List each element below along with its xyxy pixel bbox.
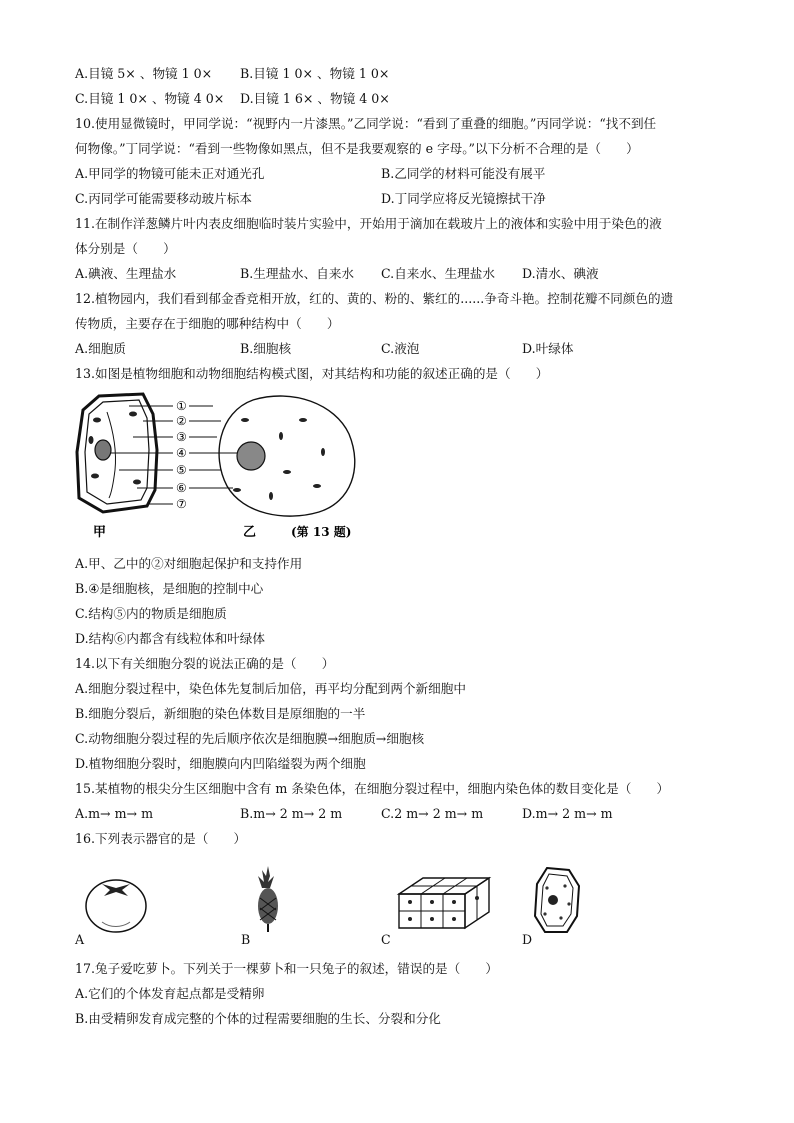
label-4: ④ [176, 446, 187, 460]
label-7: ⑦ [176, 497, 187, 511]
cell-diagram-svg [73, 390, 373, 548]
q9-option-a: A.目镜 5× 、物镜 1 0× [75, 66, 213, 81]
q11-stem-line1: 11.在制作洋葱鳞片叶内表皮细胞临时装片实验中，开始用于滴加在载玻片上的液体和实验中用于染色的液 [75, 216, 662, 231]
q14-stem: 14.以下有关细胞分裂的说法正确的是（ ） [75, 656, 335, 671]
q16-label-d: D [522, 932, 533, 947]
q9-option-d: D.目镜 1 6× 、物镜 4 0× [240, 91, 390, 106]
q16-label-b: B [241, 932, 251, 947]
q16-label-c: C [381, 932, 391, 947]
tomato-icon [82, 872, 150, 934]
label-2: ② [176, 414, 187, 428]
q15-option-a: A.m→ m→ m [75, 806, 154, 821]
q10-option-d: D.丁同学应将反光镜擦拭干净 [381, 191, 546, 206]
tissue-cells-icon [393, 874, 493, 932]
q13-option-c: C.结构⑤内的物质是细胞质 [75, 606, 227, 621]
q13-option-b: B.④是细胞核，是细胞的控制中心 [75, 581, 264, 596]
q14-option-c: C.动物细胞分裂过程的先后顺序依次是细胞膜→细胞质→细胞核 [75, 731, 425, 746]
q15-option-c: C.2 m→ 2 m→ m [381, 806, 484, 821]
q13-option-d: D.结构⑥内都含有线粒体和叶绿体 [75, 631, 265, 646]
q17-option-b: B.由受精卵发育成完整的个体的过程需要细胞的生长、分裂和分化 [75, 1011, 441, 1026]
animal-cell-diagram [219, 396, 355, 516]
q12-option-d: D.叶绿体 [522, 341, 574, 356]
figure-tag: (第 13 题) [291, 525, 352, 539]
q11-option-a: A.碘液、生理盐水 [75, 266, 177, 281]
q9-option-b: B.目镜 1 0× 、物镜 1 0× [240, 66, 390, 81]
label-1: ① [176, 399, 187, 413]
q10-option-a: A.甲同学的物镜可能未正对通光孔 [75, 166, 265, 181]
q11-option-b: B.生理盐水、自来水 [240, 266, 355, 281]
label-6: ⑥ [176, 481, 187, 495]
q14-option-a: A.细胞分裂过程中，染色体先复制后加倍，再平均分配到两个新细胞中 [75, 681, 466, 696]
q10-option-c: C.丙同学可能需要移动玻片标本 [75, 191, 252, 206]
q16-stem: 16.下列表示器官的是（ ） [75, 831, 247, 846]
cell-structure-figure [73, 390, 373, 548]
q10-option-b: B.乙同学的材料可能没有展平 [381, 166, 546, 181]
q15-stem: 15.某植物的根尖分生区细胞中含有 m 条染色体，在细胞分裂过程中，细胞内染色体的数目变化是（ ） [75, 781, 670, 796]
q11-option-c: C.自来水、生理盐水 [381, 266, 495, 281]
q16-label-a: A [75, 932, 85, 947]
q15-option-d: D.m→ 2 m→ m [522, 806, 613, 821]
q12-option-b: B.细胞核 [240, 341, 292, 356]
q15-option-b: B.m→ 2 m→ 2 m [240, 806, 343, 821]
q12-option-a: A.细胞质 [75, 341, 126, 356]
plant-cell-caption: 甲 [93, 525, 107, 540]
q9-option-c: C.目镜 1 0× 、物镜 4 0× [75, 91, 225, 106]
q10-stem-line1: 10.使用显微镜时，甲同学说：“视野内一片漆黑。”乙同学说：“看到了重叠的细胞。”丙同学说：“找不到任 [75, 116, 657, 131]
q13-option-a: A.甲、乙中的②对细胞起保护和支持作用 [75, 556, 303, 571]
q11-stem-line2: 体分别是（ ） [75, 241, 176, 256]
pineapple-plant-icon [250, 862, 286, 934]
label-3: ③ [176, 430, 187, 444]
plant-cell-icon [531, 864, 583, 936]
q12-stem-line2: 传物质，主要存在于细胞的哪种结构中（ ） [75, 316, 340, 331]
q17-option-a: A.它们的个体发育起点都是受精卵 [75, 986, 265, 1001]
q11-option-d: D.清水、碘液 [522, 266, 599, 281]
q14-option-b: B.细胞分裂后，新细胞的染色体数目是原细胞的一半 [75, 706, 366, 721]
q13-stem: 13.如图是植物细胞和动物细胞结构模式图，对其结构和功能的叙述正确的是（ ） [75, 366, 549, 381]
label-5: ⑤ [176, 463, 187, 477]
animal-cell-caption: 乙 [243, 525, 257, 540]
q17-stem: 17.兔子爱吃萝卜。下列关于一棵萝卜和一只兔子的叙述，错误的是（ ） [75, 961, 499, 976]
q12-option-c: C.液泡 [381, 341, 420, 356]
q12-stem-line1: 12.植物园内，我们看到郁金香竞相开放，红的、黄的、粉的、紫红的......争奇斗艳。控制花瓣不同颜色的遗 [75, 291, 674, 306]
q14-option-d: D.植物细胞分裂时，细胞膜向内凹陷缢裂为两个细胞 [75, 756, 366, 771]
q10-stem-line2: 何物像。”丁同学说：“看到一些物像如黑点，但不是我要观察的 e 字母。”以下分析不合理的是（ ） [75, 141, 639, 156]
